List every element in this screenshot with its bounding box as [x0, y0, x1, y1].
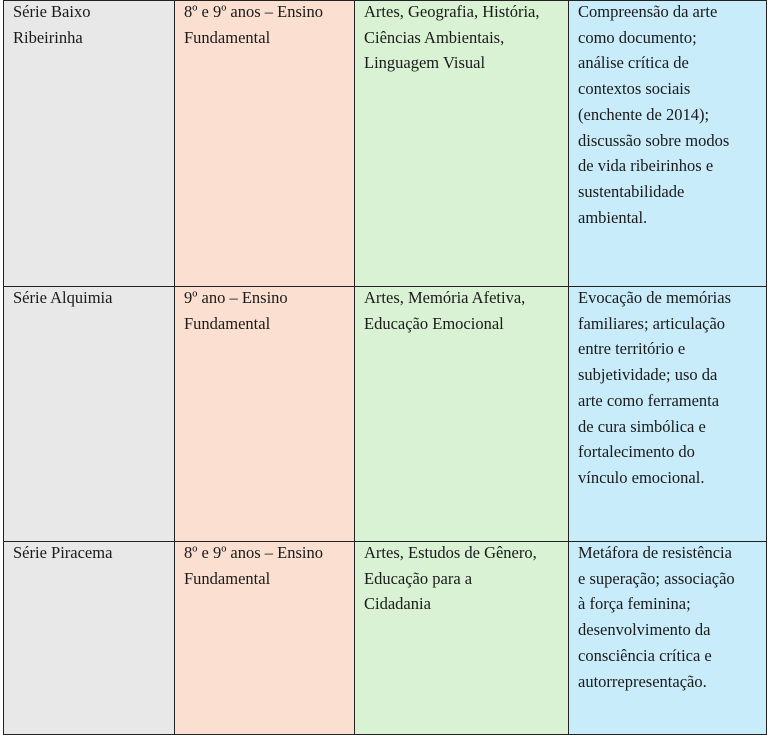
- disciplinas-cell: [355, 287, 569, 542]
- objetivos-cell: [569, 542, 767, 735]
- school-year: 9º ano – Ensino Fundamental: [184, 288, 288, 333]
- serie-cell: [4, 1, 175, 287]
- serie-cell: [4, 287, 175, 542]
- subjects: Artes, Estudos de Gênero, Educação para a Cidadania: [364, 543, 537, 614]
- ano-cell: [175, 542, 355, 735]
- school-year: 8º e 9º anos – Ensino Fundamental: [184, 2, 324, 47]
- serie-cell: [4, 542, 175, 735]
- objectives: Metáfora de resistência e superação; associação à força feminina; desenvolvimento da consciência crítica e autorrepresentação.: [578, 543, 735, 691]
- subjects: Artes, Geografia, História, Ciências Ambientais, Linguagem Visual: [364, 2, 540, 73]
- objectives: Compreensão da arte como documento; análise crítica de contextos sociais (enchente de 2014); discussão sobre modos de vida ribeirinhos e sustentabilidade ambiental.: [578, 2, 730, 227]
- ano-cell: [175, 1, 355, 287]
- serie-name: Série Baixo Ribeirinha: [13, 2, 91, 47]
- school-year: 8º e 9º anos – Ensino Fundamental: [184, 543, 324, 588]
- table-row: [4, 542, 767, 735]
- ano-cell: [175, 287, 355, 542]
- serie-name: Série Alquimia: [13, 288, 113, 307]
- objetivos-cell: [569, 287, 767, 542]
- objectives: Evocação de memórias familiares; articulação entre território e subjetividade; uso da arte como ferramenta de cura simbólica e fortalecimento do vínculo emocional.: [578, 288, 732, 487]
- series-table: [3, 0, 767, 735]
- subjects: Artes, Memória Afetiva, Educação Emocional: [364, 288, 526, 333]
- table-row: [4, 287, 767, 542]
- table-row: [4, 1, 767, 287]
- disciplinas-cell: [355, 1, 569, 287]
- objetivos-cell: [569, 1, 767, 287]
- serie-name: Série Piracema: [13, 543, 113, 562]
- disciplinas-cell: [355, 542, 569, 735]
